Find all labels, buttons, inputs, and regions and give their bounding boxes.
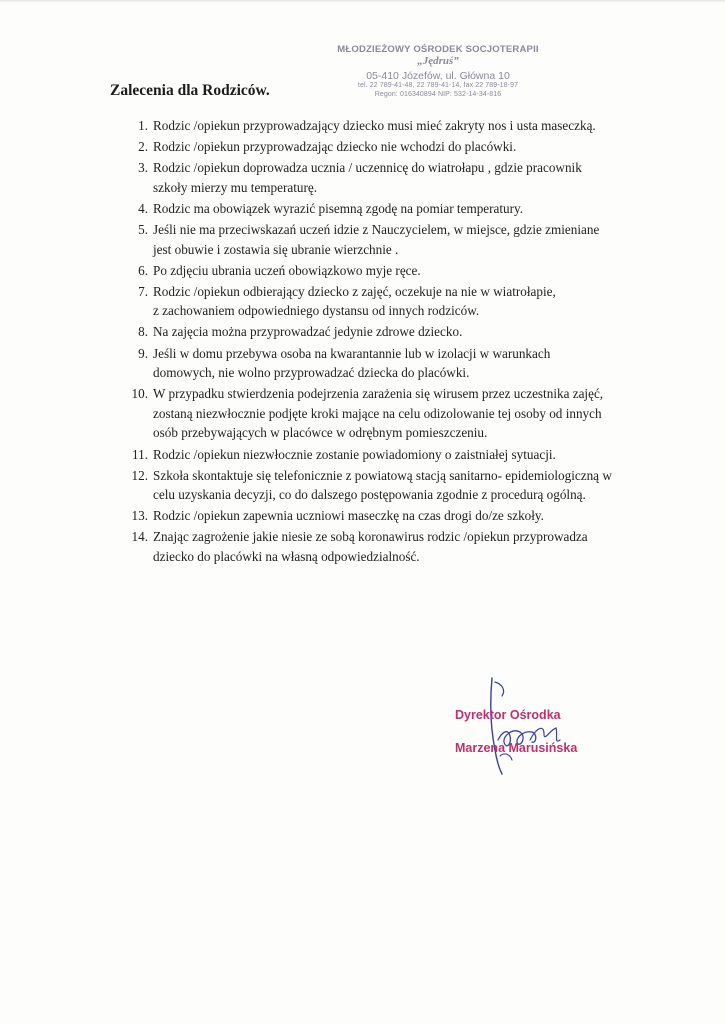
list-item	[112, 158, 672, 197]
list-item-number: 12.	[131, 467, 148, 483]
list-item	[112, 199, 672, 219]
list-item-number: 11.	[132, 446, 148, 462]
list-item-number: 5.	[138, 221, 148, 237]
list-item-text: Rodzic /opiekun zapewnia uczniowi maseczkę na czas drogi do/ze szkoły.	[153, 508, 544, 524]
list-item	[112, 466, 672, 505]
list-item	[112, 344, 672, 383]
list-item-text: Jeśli w domu przebywa osoba na kwarantannie lub w izolacji w warunkach domowych, nie wolno przyprowadzać dziecka do placówki.	[153, 345, 551, 381]
stamp-address: 05-410 Józefów, ul. Główna 10	[366, 69, 510, 82]
stamp-ids: Regon: 016340894 NIP: 532-14-34-816	[374, 90, 502, 98]
signature-stamp-title: Dyrektor Ośrodka	[455, 708, 561, 722]
list-item-text: Rodzic ma obowiązek wyrazić pisemną zgodę na pomiar temperatury.	[153, 200, 524, 216]
list-item-text: Rodzic /opiekun niezwłocznie zostanie powiadomiony o zaistniałej sytuacji.	[153, 446, 556, 462]
document-title: Zalecenia dla Rodziców.	[110, 82, 270, 99]
list-item-number: 8.	[138, 324, 148, 340]
list-item-text: Szkoła skontaktuje się telefonicznie z powiatową stacją sanitarno- epidemiologiczną w celu uzyskania decyzji, co do dalszego postępowania zgodnie z procedurą ogólną.	[153, 467, 612, 503]
list-item-text: W przypadku stwierdzenia podejrzenia zarażenia się wirusem przez uczestnika zajęć, zostaną niezwłocznie podjęte kroki mające na celu odizolowanie tej osoby od innych osób przebywających w placówce w odrębnym pomieszczeniu.	[153, 386, 604, 441]
list-item	[112, 322, 672, 342]
list-item-text: Rodzic /opiekun doprowadza ucznia / uczennicę do wiatrołapu , gdzie pracownik szkoły mierzy mu temperaturę.	[153, 160, 582, 195]
list-item-number: 2.	[138, 139, 148, 155]
list-item-text: Rodzic /opiekun przyprowadzający dziecko musi mieć zakryty nos i usta maseczką.	[153, 118, 596, 133]
rules-list	[112, 116, 672, 568]
list-item-number: 9.	[138, 345, 148, 361]
list-item-text: Rodzic /opiekun przyprowadzając dziecko nie wchodzi do placówki.	[153, 139, 517, 155]
institution-stamp	[318, 44, 558, 99]
list-item	[112, 220, 672, 259]
list-item	[112, 527, 672, 566]
list-item-number: 1.	[138, 118, 148, 133]
list-item-number: 14.	[131, 529, 148, 545]
list-item-number: 4.	[138, 200, 148, 216]
list-item-number: 13.	[131, 508, 148, 524]
stamp-name: „Jędruś”	[417, 55, 459, 68]
list-item-text: Jeśli nie ma przeciwskazań uczeń idzie z Nauczycielem, w miejsce, gdzie zmieniane jest obuwie i zostawia się ubranie wierzchnie .	[153, 221, 600, 257]
list-item	[112, 116, 672, 136]
list-item	[112, 282, 672, 321]
stamp-organization: MŁODZIEŻOWY OŚRODEK SOCJOTERAPII	[337, 44, 539, 55]
list-item	[112, 137, 672, 157]
list-item-number: 6.	[138, 262, 148, 278]
stamp-phones: tel. 22 789-41-48, 22 789-41-14, fax 22 789-18-97	[357, 82, 519, 90]
list-item-text: Znając zagrożenie jakie niesie ze sobą koronawirus rodzic /opiekun przyprowadza dziecko do placówki na własną odpowiedzialność.	[153, 529, 588, 564]
list-item-text: Rodzic /opiekun odbierający dziecko z zajęć, oczekuje na nie w wiatrołapie, z zachowaniem odpowiedniego dystansu od innych rodziców.	[153, 283, 556, 319]
list-item	[112, 445, 672, 465]
list-item-number: 3.	[138, 160, 148, 176]
scan-edge	[0, 0, 725, 3]
list-item	[112, 261, 672, 281]
list-item-number: 10.	[131, 386, 148, 402]
list-item	[112, 384, 672, 443]
list-item-number: 7.	[138, 283, 148, 299]
list-item-text: Po zdjęciu ubrania uczeń obowiązkowo myje ręce.	[153, 262, 421, 278]
handwritten-signature	[440, 670, 640, 780]
list-item-text: Na zajęcia można przyprowadzać jedynie zdrowe dziecko.	[153, 324, 463, 340]
list-item	[112, 506, 672, 526]
signature-stamp-name: Marzena Marusińska	[455, 741, 578, 755]
